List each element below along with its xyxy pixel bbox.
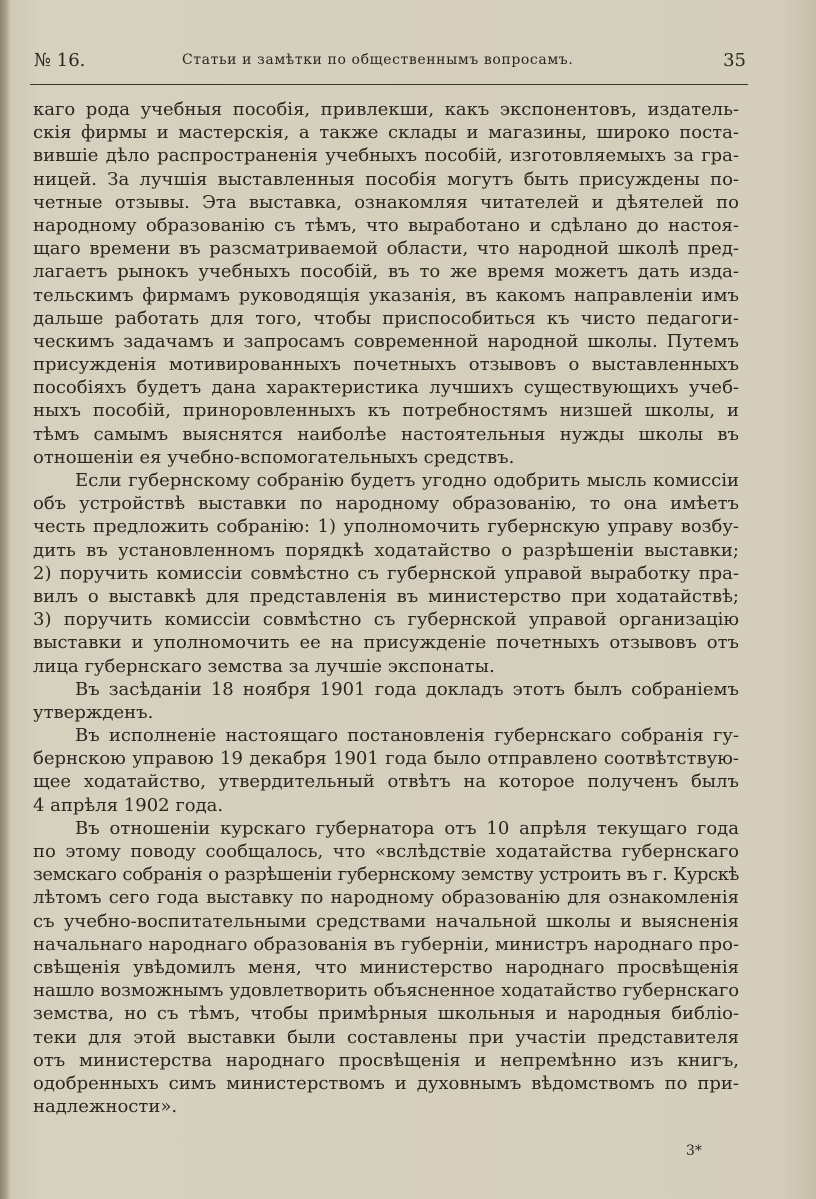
text-line: отношеніи ея учебно-вспомогательныхъ средствъ. (33, 446, 515, 468)
section-title: Статьи и замѣтки по общественнымъ вопросамъ. (182, 52, 574, 68)
text-line: ческимъ задачамъ и запросамъ современной народной школы. Путемъ (33, 330, 739, 352)
text-line: Въ отношеніи курскаго губернатора отъ 10 апрѣля текущаго года (75, 817, 739, 839)
text-line: лица губернскаго земства за лучшіе экспонаты. (33, 655, 495, 677)
text-line: лагаетъ рынокъ учебныхъ пособій, въ то же время можетъ дать изда- (33, 261, 739, 283)
text-line: народному образованію съ тѣмъ, что выработано и сдѣлано до настоя- (33, 214, 739, 236)
running-header (34, 48, 746, 78)
text-line: одобренныхъ симъ министерствомъ и духовнымъ вѣдомствомъ по при- (33, 1072, 739, 1094)
text-line: честь предложить собранію: 1) уполномочить губернскую управу возбу- (33, 516, 739, 538)
text-line: 4 апрѣля 1902 года. (33, 794, 224, 816)
text-line: теки для этой выставки были составлены при участіи представителя (33, 1026, 739, 1048)
binding-edge (0, 0, 10, 1199)
text-line: Въ исполненіе настоящаго постановленія губернскаго собранія гу- (75, 725, 739, 747)
signature-mark: 3* (686, 1143, 702, 1159)
issue-number: № 16. (34, 50, 86, 71)
header-rule (30, 84, 748, 85)
text-line: пособіяхъ будетъ дана характеристика лучшихъ существующихъ учеб- (33, 377, 739, 399)
text-line: вилъ о выставкѣ для представленія въ министерство при ходатайствѣ; (33, 585, 739, 607)
text-line: тельскимъ фирмамъ руководящія указанія, въ какомъ направленіи имъ (33, 284, 739, 306)
text-line: лѣтомъ сего года выставку по народному образованію для ознакомленія (33, 887, 739, 909)
text-line: свѣщенія увѣдомилъ меня, что министерство народнаго просвѣщенія (33, 956, 739, 978)
text-line: присужденія мотивированныхъ почетныхъ отзывовъ о выставленныхъ (33, 354, 739, 376)
text-line: съ учебно-воспитательными средствами начальной школы и выясненія (33, 910, 739, 932)
text-line: щее ходатайство, утвердительный отвѣтъ на которое полученъ былъ (33, 771, 739, 793)
text-line: скія фирмы и мастерскія, а также склады и магазины, широко поста- (33, 122, 739, 144)
text-line: объ устройствѣ выставки по народному образованію, то она имѣетъ (33, 493, 739, 515)
text-line: выставки и уполномочить ее на присужденіе почетныхъ отзывовъ отъ (33, 632, 739, 654)
text-line: по этому поводу сообщалось, что «вслѣдствіе ходатайства губернскаго (33, 841, 739, 862)
text-line: земскаго собранія о разрѣшеніи губернскому земству устроить въ г. Курскѣ (33, 864, 739, 886)
text-line: отъ министерства народнаго просвѣщенія и непремѣнно изъ книгъ, (33, 1049, 739, 1071)
text-line: каго рода учебныя пособія, привлекши, какъ экспонентовъ, издатель- (33, 99, 739, 120)
text-line: надлежности». (33, 1096, 178, 1118)
text-line: Если губернскому собранію будетъ угодно одобрить мысль комиссіи (75, 470, 739, 491)
text-line: 2) поручить комиссіи совмѣстно съ губернской управой выработку пра- (33, 562, 739, 584)
text-line: начальнаго народнаго образованія въ губерніи, министръ народнаго про- (33, 933, 740, 955)
text-line: четные отзывы. Эта выставка, ознакомляя читателей и дѣятелей по (33, 191, 739, 213)
text-line: щаго времени въ разсматриваемой области, что народной школѣ пред- (33, 238, 739, 260)
body-text (33, 98, 739, 1118)
text-line: бернскою управою 19 декабря 1901 года было отправлено соотвѣтствую- (33, 748, 739, 770)
text-line: дить въ установленномъ порядкѣ ходатайство о разрѣшеніи выставки; (33, 539, 739, 561)
text-line: дальше работать для того, чтобы приспособиться къ чисто педагоги- (33, 307, 739, 329)
text-line: утвержденъ. (33, 701, 154, 723)
text-line: вившіе дѣло распространенія учебныхъ пособій, изготовляемыхъ за гра- (33, 145, 739, 167)
text-line: тѣмъ самымъ выяснятся наиболѣе настоятельныя нужды школы въ (33, 423, 739, 445)
text-line: 3) поручить комиссіи совмѣстно съ губернской управой организацію (33, 609, 739, 631)
text-line: Въ засѣданіи 18 ноября 1901 года докладъ этотъ былъ собраніемъ (75, 678, 739, 700)
text-line: земства, но съ тѣмъ, чтобы примѣрныя школьныя и народныя библіо- (33, 1003, 739, 1025)
text-line: ныхъ пособій, приноровленныхъ къ потребностямъ низшей школы, и (33, 400, 739, 422)
text-line: ницей. За лучшія выставленныя пособія могутъ быть присуждены по- (33, 168, 739, 190)
text-line: нашло возможнымъ удовлетворить объясненное ходатайство губернскаго (33, 980, 739, 1002)
page-number: 35 (723, 50, 746, 71)
